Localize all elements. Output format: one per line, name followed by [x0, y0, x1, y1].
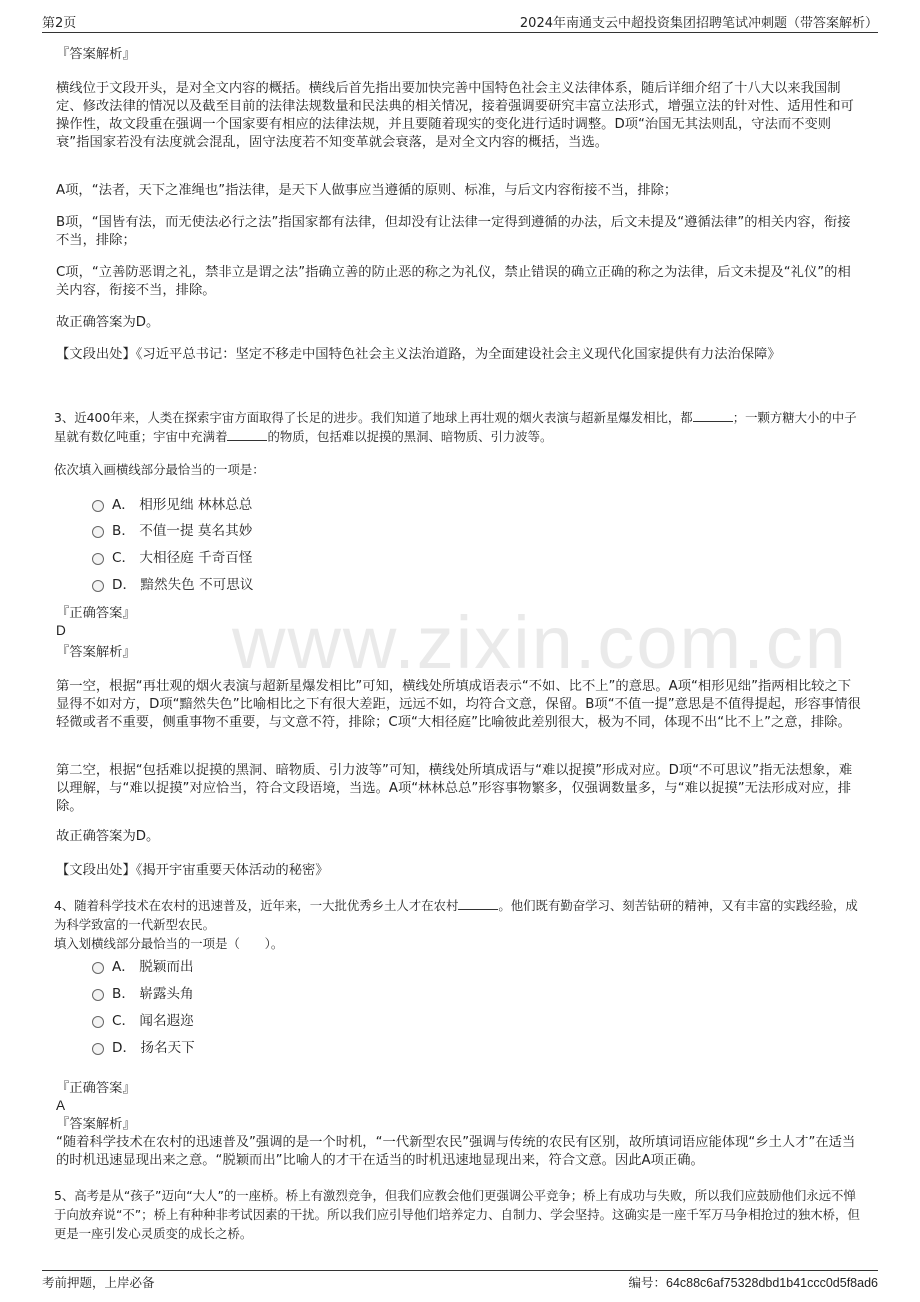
- answer-blank[interactable]: [693, 409, 733, 422]
- q4-analysis-label: 『答案解析』: [56, 1117, 136, 1132]
- document-id: 编号：64c88c6af75328dbd1b41ccc0d5f8ad6: [628, 1276, 878, 1290]
- q2-analysis-paragraph: 横线位于文段开头，是对全文内容的概括。横线后首先指出要加快完善中国特色社会主义法律体系，随后详细介绍了十八大以来我国制定、修改法律的情况以及截至目前的法律法规数量和民法典的相关情况，接着强调要研究丰富立法形式，增强立法的针对性、适用性和可操作性，故文段重在强调一个国家要有相应的法律法规，并且要随着现实的变化进行适时调整。D项“治国无其法则乱，守法而不变则衰”指国家若没有法度就会混乱，固守法度若不知变革就会衰落，是对全文内容的概括，当选。: [56, 81, 854, 150]
- radio-icon[interactable]: [92, 553, 104, 565]
- q4-prompt: 填入划横线部分最恰当的一项是（ ）。: [54, 936, 284, 951]
- q3-analysis-blank2: 第二空，根据“包括难以捉摸的黑洞、暗物质、引力波等”可知，横线处所填成语与“难以捉摸”形成对应。D项“不可思议”指无法想象，难以理解，与“难以捉摸”对应恰当，符合文段语境，当选。A项“林林总总”形容事物繁多，仅强调数量多，与“难以捉摸”无法形成对应，排除。: [56, 763, 853, 814]
- q2-option-b-analysis: B项，“国皆有法，而无使法必行之法”指国家都有法律，但却没有让法律一定得到遵循的办法，后文未提及“遵循法律”的相关内容，衔接不当，排除；: [56, 215, 851, 248]
- q4-option-b[interactable]: B． 崭露头角: [92, 985, 194, 1003]
- q3-option-c[interactable]: C． 大相径庭 千奇百怪: [92, 549, 252, 567]
- footer-slogan: 考前押题，上岸必备: [42, 1275, 155, 1290]
- q4-option-a[interactable]: A． 脱颖而出: [92, 958, 194, 976]
- q3-analysis-label: 『答案解析』: [56, 645, 136, 660]
- q3-conclusion: 故正确答案为D。: [56, 829, 160, 844]
- q2-analysis-label: 『答案解析』: [56, 47, 136, 62]
- radio-icon[interactable]: [92, 526, 104, 538]
- page-header: [42, 10, 878, 33]
- q2-option-a-analysis: A项，“法者，天下之准绳也”指法律，是天下人做事应当遵循的原则、标准，与后文内容衔接不当，排除；: [56, 183, 678, 198]
- q4-analysis-paragraph: “随着科学技术在农村的迅速普及”强调的是一个时机，“一代新型农民”强调与传统的农民有区别，故所填词语应能体现“乡土人才”在适当的时机迅速显现出来之意。“脱颖而出”比喻人的才干在适当的时机迅速地显现出来，符合文意。因此A项正确。: [56, 1135, 856, 1168]
- q3-option-d[interactable]: D． 黯然失色 不可思议: [92, 576, 253, 594]
- q3-option-a[interactable]: A． 相形见绌 林林总总: [92, 496, 252, 514]
- radio-icon[interactable]: [92, 500, 104, 512]
- q3-option-b[interactable]: B． 不值一提 莫名其妙: [92, 522, 252, 540]
- q4-stem: 4、随着科学技术在农村的迅速普及，近年来，一大批优秀乡土人才在农村 。他们既有勤奋学习、刻苦钻研的精神，又有丰富的实践经验，成为科学致富的一代新型农民。: [54, 898, 858, 932]
- radio-icon[interactable]: [92, 1016, 104, 1028]
- document-title: 2024年南通支云中超投资集团招聘笔试冲刺题（带答案解析）: [519, 16, 878, 31]
- radio-icon[interactable]: [92, 962, 104, 974]
- watermark: www.zixin.com.cn: [232, 601, 848, 684]
- q3-prompt: 依次填入画横线部分最恰当的一项是：: [54, 462, 265, 477]
- q4-option-c[interactable]: C． 闻名遐迩: [92, 1012, 194, 1030]
- radio-icon[interactable]: [92, 1043, 104, 1055]
- page-number: 第2页: [42, 16, 77, 31]
- q4-correct-label: 『正确答案』: [56, 1081, 136, 1096]
- q3-source: 【文段出处】《揭开宇宙重要天体活动的秘密》: [56, 863, 329, 878]
- q3-correct-label: 『正确答案』: [56, 606, 136, 621]
- radio-icon[interactable]: [92, 989, 104, 1001]
- answer-blank[interactable]: [227, 428, 267, 441]
- answer-blank[interactable]: [458, 897, 498, 910]
- q3-stem: 3、近400年来，人类在探索宇宙方面取得了长足的进步。我们知道了地球上再壮观的烟火表演与超新星爆发相比，都 ；一颗方糖大小的中子星就有数亿吨重；宇宙中充满着 的物质，包括难以捉摸的黑洞、暗物质、引力波等。: [54, 410, 857, 444]
- q2-option-c-analysis: C项，“立善防恶谓之礼，禁非立是谓之法”指确立善的防止恶的称之为礼仪，禁止错误的确立正确的称之为法律，后文未提及“礼仪”的相关内容，衔接不当，排除。: [56, 265, 851, 298]
- q4-correct-answer: A: [56, 1098, 66, 1113]
- page-footer: [42, 1270, 878, 1291]
- q4-option-d[interactable]: D． 扬名天下: [92, 1039, 195, 1057]
- radio-icon[interactable]: [92, 580, 104, 592]
- q5-stem: 5、高考是从“孩子”迈向“大人”的一座桥。桥上有激烈竞争，但我们应教会他们更强调公平竞争；桥上有成功与失败，所以我们应鼓励他们永远不惮于向放弃说“不”；桥上有种种非考试因素的干扰。所以我们应引导他们培养定力、自制力、学会坚持。这确实是一座千军万马争相抢过的独木桥，但更是一座引发心灵质变的成长之桥。: [54, 1188, 860, 1241]
- q2-conclusion: 故正确答案为D。: [56, 315, 160, 330]
- q3-correct-answer: D: [56, 623, 66, 638]
- q2-source: 【文段出处】《习近平总书记：坚定不移走中国特色社会主义法治道路，为全面建设社会主义现代化国家提供有力法治保障》: [56, 347, 781, 362]
- q3-analysis-blank1: 第一空，根据“再壮观的烟火表演与超新星爆发相比”可知，横线处所填成语表示“不如、比不上”的意思。A项“相形见绌”指两相比较之下显得不如对方，D项“黯然失色”比喻相比之下有很大差距，远远不如，均符合文意，保留。B项“不值一提”意思是不值得提起，形容事情很轻微或者不重要，侧重事物不重要，与文意不符，排除；C项“大相径庭”比喻彼此差别很大，极为不同，体现不出“比不上”之意，排除。: [56, 679, 861, 730]
